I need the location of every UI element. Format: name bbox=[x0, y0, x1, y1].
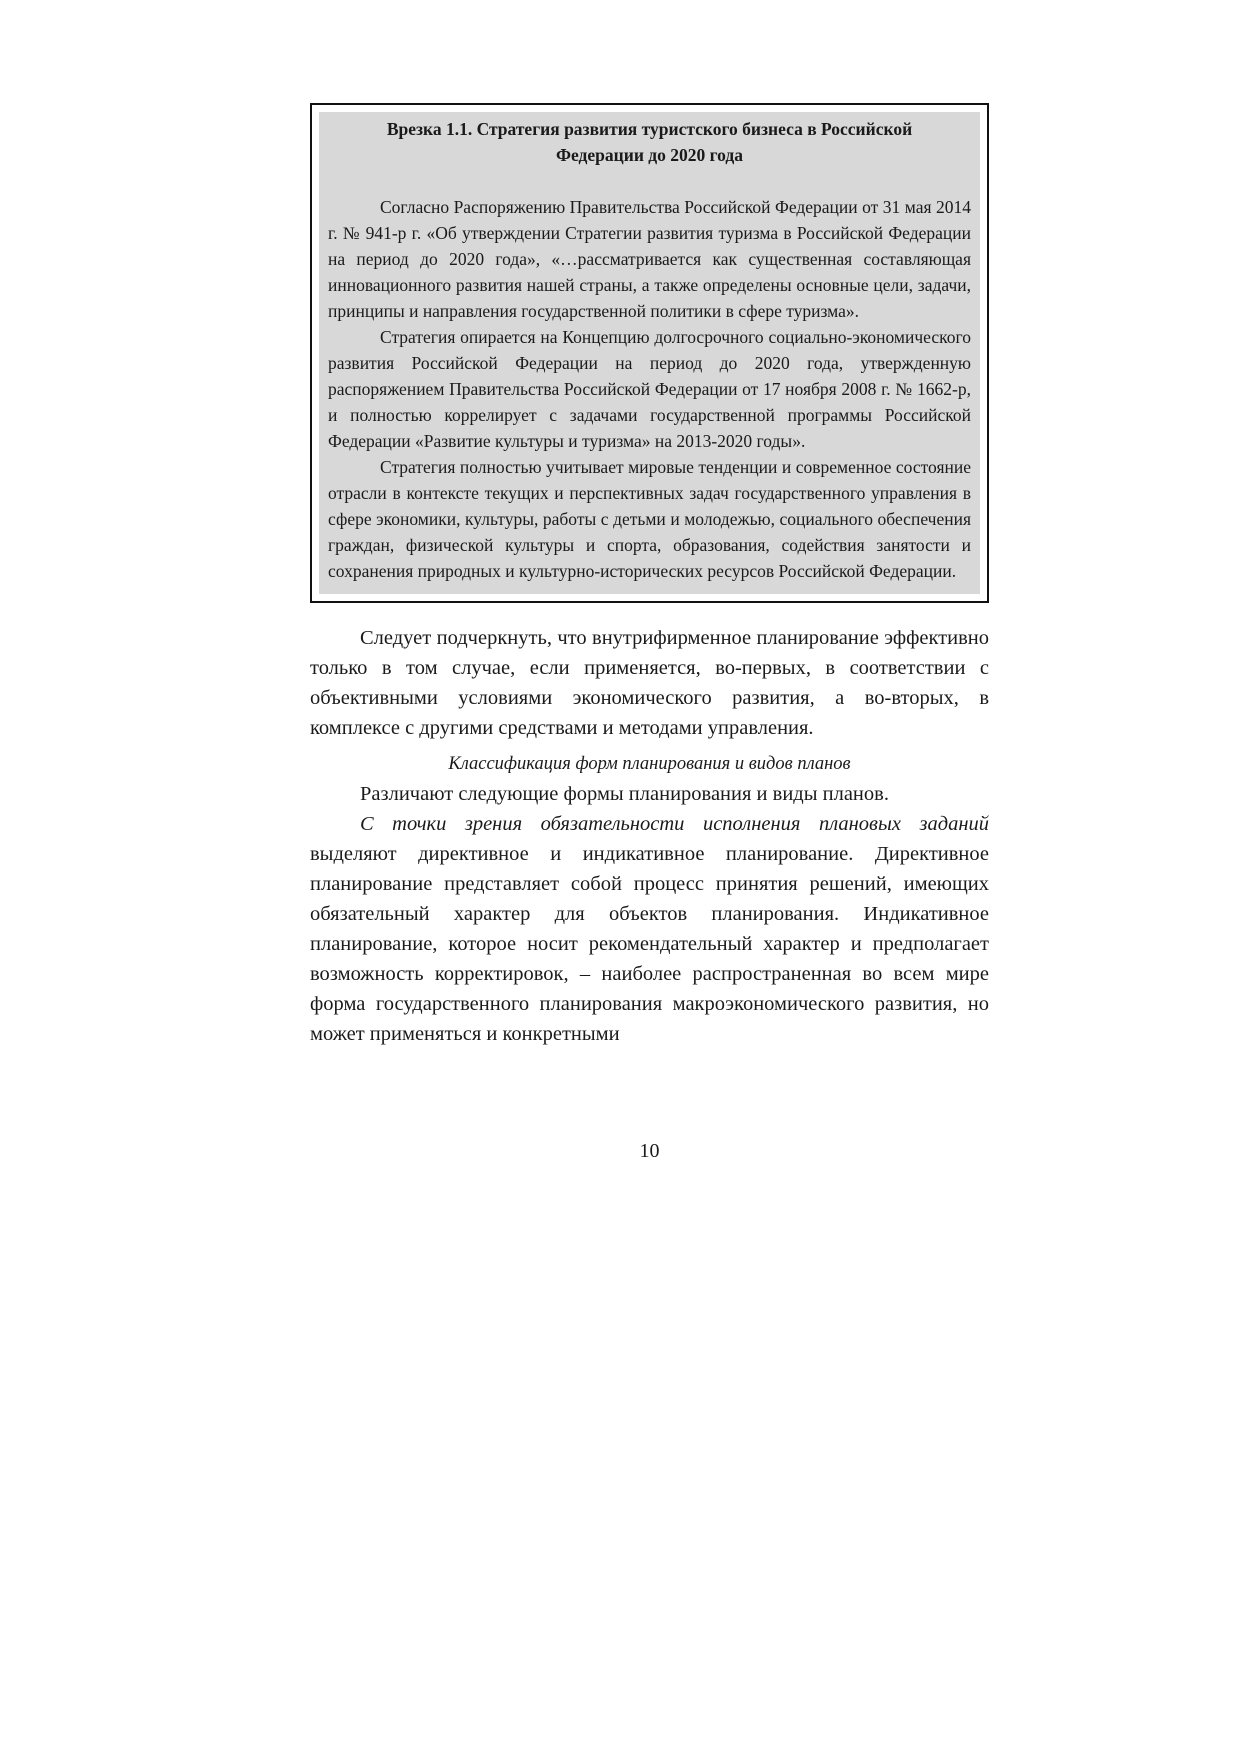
body-paragraph-2: Различают следующие формы планирования и виды планов. bbox=[360, 783, 889, 805]
sidebar-paragraph-2: Стратегия опирается на Концепцию долгосрочного социально-экономического развития Российской Федерации на период до 2020 года, утвержденную распоряжением Правительства Российской Федерации от 17 ноября 2008 г. № 1662-р, и полностью коррелирует с задачами государственной программы Российской Федерации «Развитие культуры и туризма» на 2013-2020 годы». bbox=[328, 327, 971, 451]
page-content bbox=[310, 103, 989, 1049]
sidebar-title: Врезка 1.1. Стратегия развития туристского бизнеса в Российской Федерации до 2020 года bbox=[386, 119, 913, 165]
sidebar-paragraph-1: Согласно Распоряжению Правительства Российской Федерации от 31 мая 2014 г. № 941-р г. «Об утверждении Стратегии развития туризма в Российской Федерации на период до 2020 года», «…рассматривается как существенная составляющая инновационного развития нашей страны, а также определены основные цели, задачи, принципы и направления государственной политики в сфере туризма». bbox=[328, 197, 971, 321]
sidebar-paragraph-3: Стратегия полностью учитывает мировые тенденции и современное состояние отрасли в контексте текущих и перспективных задач государственного управления в сфере экономики, культуры, работы с детьми и молодежью, социального обеспечения граждан, физической культуры и спорта, образования, содействия занятости и сохранения природных и культурно-исторических ресурсов Российской Федерации. bbox=[328, 457, 971, 581]
sidebar-shaded-area bbox=[319, 112, 980, 594]
body-paragraph-1: Следует подчеркнуть, что внутрифирменное планирование эффективно только в том случае, если применяется, во-первых, в соответствии с объективными условиями экономического развития, а во-вторых, в комплексе с другими средствами и методами управления. bbox=[310, 627, 989, 739]
body-paragraph-3-text: выделяют директивное и индикативное планирование. Директивное планирование представляет собой процесс принятия решений, имеющих обязательный характер для объектов планирования. Индикативное планирование, которое носит рекомендательный характер и предполагает возможность корректировок, – наиболее распространенная во всем мире форма государственного планирования макроэкономического развития, но может применяться и конкретными bbox=[310, 843, 989, 1045]
section-heading: Классификация форм планирования и видов планов bbox=[448, 754, 851, 774]
page-number: 10 bbox=[639, 1140, 660, 1162]
sidebar-box bbox=[310, 103, 989, 603]
body-paragraph-3-emphasis: С точки зрения обязательности исполнения плановых заданий bbox=[360, 813, 989, 835]
body-paragraph-3 bbox=[310, 809, 989, 1049]
